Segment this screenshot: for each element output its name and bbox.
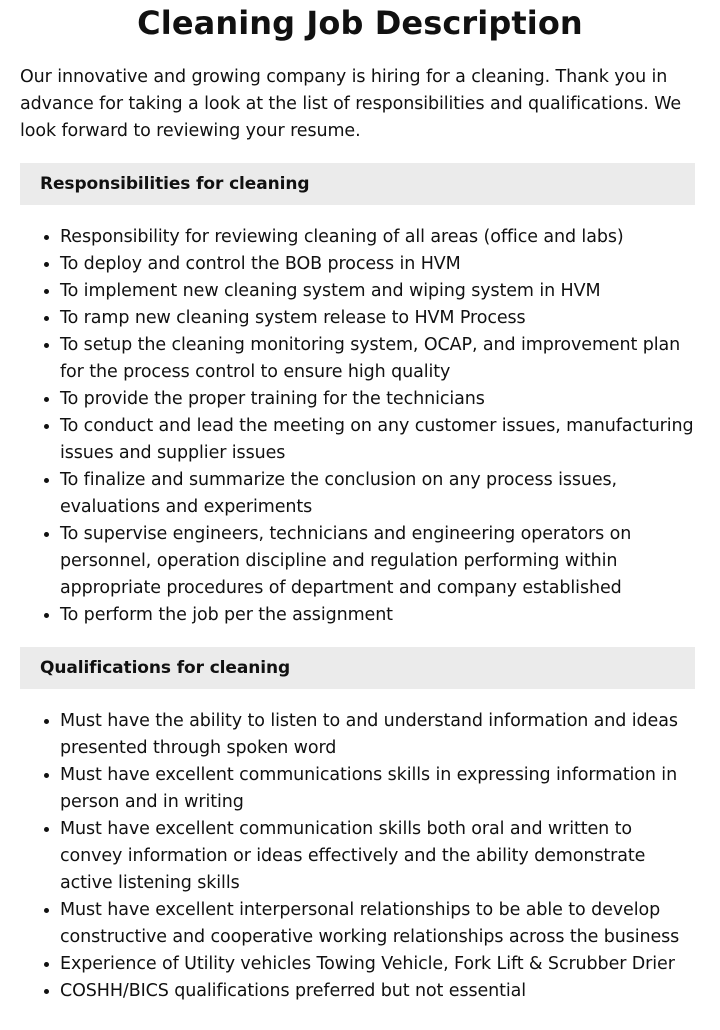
list-item: • Must have excellent communications skills in expressing information in person and in writing [60, 762, 696, 816]
list-item: • COSHH/BICS qualifications preferred but not essential [60, 978, 696, 1005]
page-title: Cleaning Job Description [137, 4, 583, 42]
list-item: • Must have excellent interpersonal relationships to be able to develop constructive and cooperative working relationships across the business [60, 897, 696, 951]
qualifications-list [0, 708, 720, 1005]
list-item: • Experience of Utility vehicles Towing Vehicle, Fork Lift & Scrubber Drier [60, 951, 696, 978]
list-item: • To supervise engineers, technicians and engineering operators on personnel, operation discipline and regulation performing within appropriate procedures of department and company established [60, 521, 696, 602]
list-item: • To provide the proper training for the technicians [60, 386, 696, 413]
qualifications-heading: Qualifications for cleaning [20, 647, 695, 689]
list-item: • To conduct and lead the meeting on any customer issues, manufacturing issues and supplier issues [60, 413, 696, 467]
list-item: • To setup the cleaning monitoring system, OCAP, and improvement plan for the process control to ensure high quality [60, 332, 696, 386]
responsibilities-list [0, 224, 720, 629]
list-item: • To implement new cleaning system and wiping system in HVM [60, 278, 696, 305]
list-item: • Must have the ability to listen to and understand information and ideas presented through spoken word [60, 708, 696, 762]
list-item: • To perform the job per the assignment [60, 602, 696, 629]
list-item: • Responsibility for reviewing cleaning of all areas (office and labs) [60, 224, 696, 251]
list-item: • Must have excellent communication skills both oral and written to convey information or ideas effectively and the ability demonstrate active listening skills [60, 816, 696, 897]
list-item: • To deploy and control the BOB process in HVM [60, 251, 696, 278]
intro-paragraph: Our innovative and growing company is hiring for a cleaning. Thank you in advance for taking a look at the list of responsibilities and qualifications. We look forward to reviewing your resume. [20, 67, 682, 141]
responsibilities-heading: Responsibilities for cleaning [20, 163, 695, 205]
list-item: • To finalize and summarize the conclusion on any process issues, evaluations and experiments [60, 467, 696, 521]
list-item: • To ramp new cleaning system release to HVM Process [60, 305, 696, 332]
